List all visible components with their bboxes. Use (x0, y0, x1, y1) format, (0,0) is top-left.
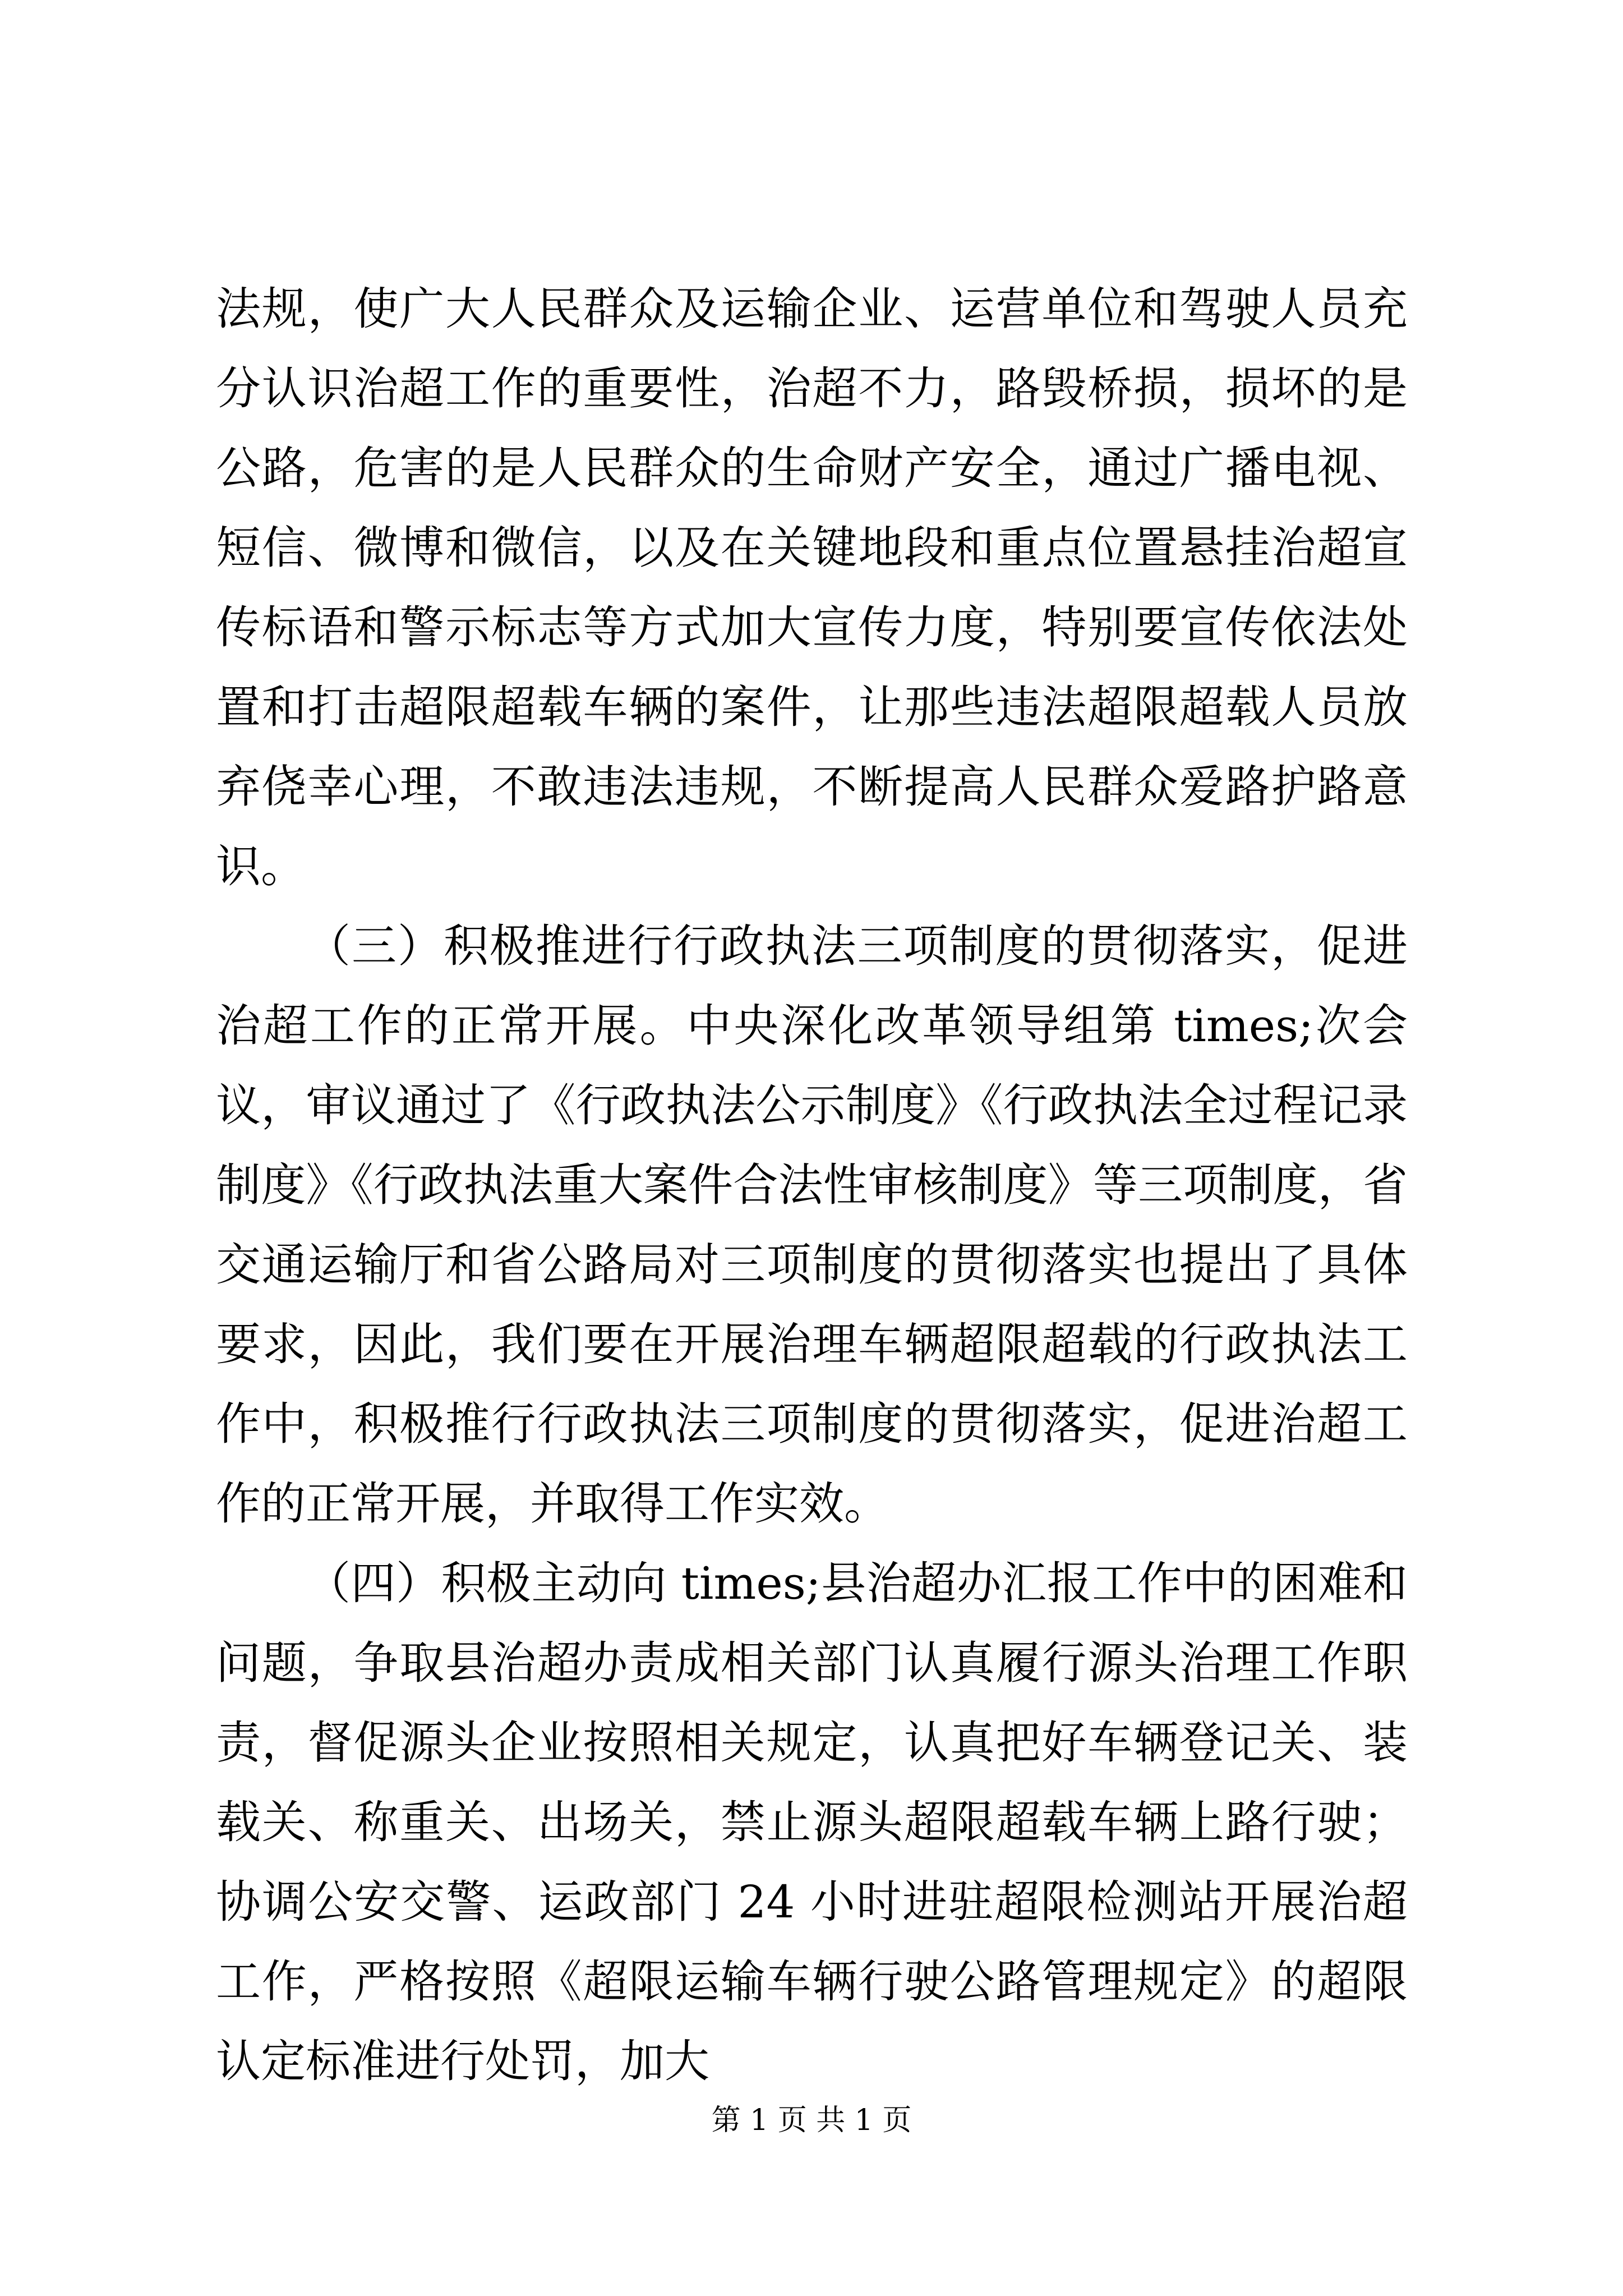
paragraph-section-3: （三）积极推进行行政执法三项制度的贯彻落实，促进治超工作的正常开展。中央深化改革领导组第 times;次会议，审议通过了《行政执法公示制度》《行政执法全过程记录制度》《行政执法重大案件合法性审核制度》等三项制度，省交通运输厅和省公路局对三项制度的贯彻落实也提出了具体要求，因此，我们要在开展治理车辆超限超载的行政执法工作中，积极推行行政执法三项制度的贯彻落实，促进治超工作的正常开展，并取得工作实效。 (216, 920, 1408, 1530)
paragraph-section-4: （四）积极主动向 times;县治超办汇报工作中的困难和问题，争取县治超办责成相关部门认真履行源头治理工作职责，督促源头企业按照相关规定，认真把好车辆登记关、装载关、称重关、出场关，禁止源头超限超载车辆上路行驶；协调公安交警、运政部门 24 小时进驻超限检测站开展治超工作，严格按照《超限运输车辆行驶公路管理规定》的超限认定标准进行处罚，加大 (216, 1557, 1408, 2087)
document-body (216, 269, 1408, 2101)
paragraph-continuation: 法规，使广大人民群众及运输企业、运营单位和驾驶人员充分认识治超工作的重要性，治超不力，路毁桥损，损坏的是公路，危害的是人民群众的生命财产安全，通过广播电视、短信、微博和微信，以及在关键地段和重点位置悬挂治超宣传标语和警示标志等方式加大宣传力度，特别要宣传依法处置和打击超限超载车辆的案件，让那些违法超限超载人员放弃侥幸心理，不敢违法违规，不断提高人民群众爱路护路意识。 (216, 283, 1408, 892)
page-footer: 第 1 页 共 1 页 (711, 2104, 912, 2137)
